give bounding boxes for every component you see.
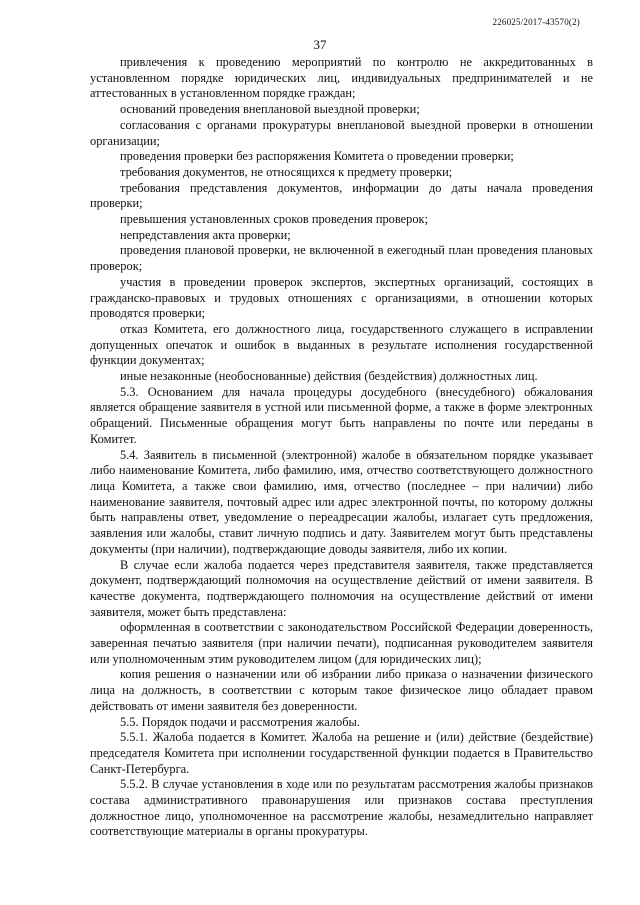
paragraph-power-of-attorney: оформленная в соответствии с законодательством Российской Федерации доверенность, заверенная печатью заявителя (при наличии печати), подписанная руководителем заявителя или уполномоченным этим руководителем лицом (для юридических лиц); bbox=[90, 620, 593, 666]
paragraph-list-item: требования представления документов, информации до даты начала проведения проверки; bbox=[90, 180, 593, 211]
paragraph-list-item: иные незаконные (необоснованные) действия (бездействия) должностных лиц. bbox=[120, 369, 538, 384]
paragraph-list-item: проведения проверки без распоряжения Комитета о проведении проверки; bbox=[120, 149, 514, 164]
page-number: 37 bbox=[313, 37, 327, 52]
paragraph-list-item: превышения установленных сроков проведения проверок; bbox=[120, 212, 429, 227]
paragraph-5-5-2: 5.5.2. В случае установления в ходе или по результатам рассмотрения жалобы признаков состава административного правонарушения или признаков состава преступления должностное лицо, уполномоченное на рассмотрение жалобы, незамедлительно направляет соответствующие материалы в органы прокуратуры. bbox=[90, 777, 593, 839]
paragraph-list-item: оснований проведения внеплановой выездной проверки; bbox=[120, 102, 420, 117]
paragraph-list-item: отказ Комитета, его должностного лица, государственного служащего в исправлении допущенных опечаток и ошибок в выданных в результате исполнения государственной функции документах; bbox=[90, 321, 593, 368]
paragraph-5-4: 5.4. Заявитель в письменной (электронной) жалобе в обязательном порядке указывает либо наименование Комитета, либо фамилию, имя, отчество соответствующего должностного лица Комитета, а также свои фамилию, имя, отчество (последнее – при наличии) либо наименование заявителя, почтовый адрес или адрес электронной почты, по которому должны быть направлены ответ, уведомление о переадресации жалобы, излагает суть предложения, заявления или жалобы, ставит личную подпись и дату. Заявителем могут быть представлены документы (при наличии), подтверждающие доводы заявителя, либо их копии. bbox=[90, 447, 593, 556]
paragraph-appointment-copy: копия решения о назначении или об избрании либо приказа о назначении физического лица на должность, в соответствии с которым такое физическое лицо обладает правом действовать от имени заявителя без доверенности. bbox=[90, 667, 593, 713]
paragraph-list-item: согласования с органами прокуратуры внеплановой выездной проверки в отношении организации; bbox=[90, 117, 593, 148]
paragraph-list-item: проведения плановой проверки, не включенной в ежегодный план проведения плановых проверок; bbox=[90, 243, 593, 274]
paragraph-list-item: привлечения к проведению мероприятий по контролю не аккредитованных в установленном порядке юридических лиц, индивидуальных предпринимателей и не аттестованных в установленном порядке граждан; bbox=[90, 55, 593, 101]
paragraph-5-5: 5.5. Порядок подачи и рассмотрения жалобы. bbox=[120, 714, 360, 729]
paragraph-5-5-1: 5.5.1. Жалоба подается в Комитет. Жалоба на решение и (или) действие (бездействие) председателя Комитета при исполнении государственной функции подается в Правительство Санкт-Петербурга. bbox=[90, 730, 593, 776]
document-body bbox=[90, 55, 593, 840]
paragraph-representative: В случае если жалоба подается через представителя заявителя, также представляется документ, подтверждающий полномочия на осуществление действий от имени заявителя. В качестве документа, подтверждающего полномочия на осуществление действий от имени заявителя, может быть представлена: bbox=[90, 557, 593, 619]
paragraph-list-item: непредставления акта проверки; bbox=[120, 227, 291, 242]
paragraph-list-item: участия в проведении проверок экспертов, экспертных организаций, состоящих в гражданско-правовых и трудовых отношениях с организациями, в отношении которых проводятся проверки; bbox=[90, 274, 593, 321]
document-id: 226025/2017-43570(2) bbox=[492, 17, 580, 27]
paragraph-list-item: требования документов, не относящихся к предмету проверки; bbox=[120, 164, 453, 179]
paragraph-5-3: 5.3. Основанием для начала процедуры досудебного (внесудебного) обжалования является обращение заявителя в устной или письменной форме, а также в форме электронных обращений. Письменные обращения могут быть направлены по почте или переданы в Комитет. bbox=[90, 384, 593, 446]
